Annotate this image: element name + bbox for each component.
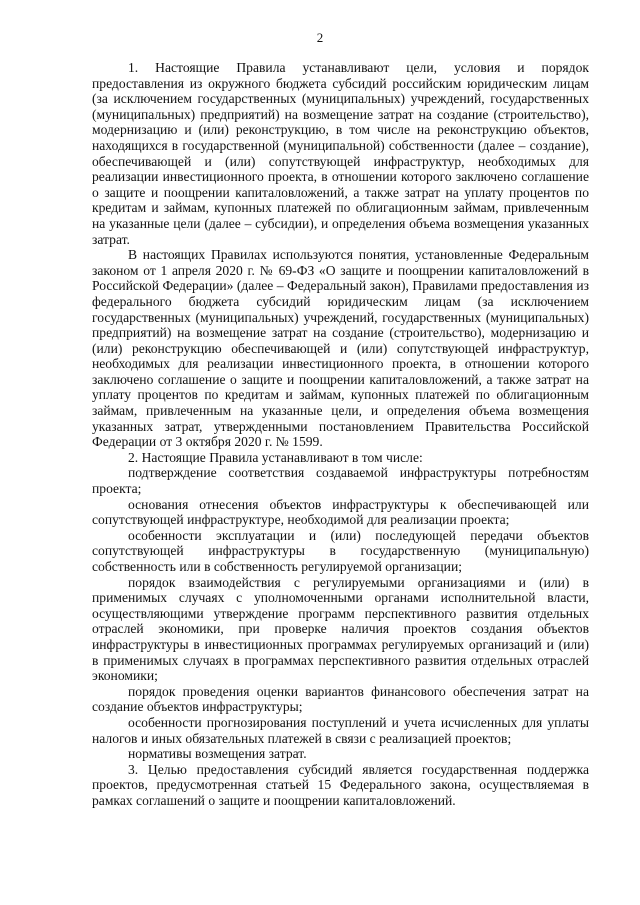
paragraph-definitions: В настоящих Правилах используются понятия, установленные Федеральным законом от 1 апреля 2020 г. № 69-ФЗ «О защите и поощрении капиталовложений в Российской Федерации» (далее – Федеральный закон), Правилами предоставления из федерального бюджета субсидий юридическим лицам (за исключением государственных (муниципальных) учреждений, государственных (муниципальных) предприятий) на возмещение затрат на создание (строительство), модернизацию и (или) реконструкцию обеспечивающей и (или) сопутствующей инфраструктур, необходимых для реализации инвестиционного проекта, в отношении которого заключено соглашение о защите и поощрении капиталовложений, а также затрат на уплату процентов по кредитам и займам, купонных платежей по облигационным займам, привлеченным на указанные цели, и определения объема возмещения указанных затрат, утвержденными постановлением Правительства Российской Федерации от 3 октября 2020 г. № 1599.	[92, 247, 589, 450]
list-item-infrastructure-confirmation: подтверждение соответствия создаваемой инфраструктуры потребностям проекта;	[92, 465, 589, 497]
list-item-financing-assessment: порядок проведения оценки вариантов финансового обеспечения затрат на создание объектов инфраструктуры;	[92, 683, 589, 715]
paragraph-2-scope: 2. Настоящие Правила устанавливают в том числе:	[128, 449, 423, 465]
document-body	[92, 60, 589, 809]
paragraph-1-purpose: 1. Настоящие Правила устанавливают цели, условия и порядок предоставления из окружного бюджета субсидий российским юридическим лицам (за исключением государственных (муниципальных) учреждений, государственных (муниципальных) предприятий) на возмещение затрат на создание (строительство), модернизацию и (или) реконструкцию, в том числе на реконструкцию объектов, находящихся в государственной (муниципальной) собственности (далее – создание), обеспечивающей и (или) сопутствующей инфраструктур, необходимых для реализации инвестиционного проекта, в отношении которого заключено соглашение о защите и поощрении капиталовложений, а также затрат на уплату процентов по кредитам и займам, купонных платежей по облигационным займам, привлеченным на указанные цели (далее – субсидии), и определения объема возмещения указанных затрат.	[92, 60, 589, 247]
list-item-reimbursement-norms: нормативы возмещения затрат.	[128, 746, 307, 762]
paragraph-3-goal: 3. Целью предоставления субсидий является государственная поддержка проектов, предусмотренная статьей 15 Федерального закона, осуществляемая в рамках соглашений о защите и поощрении капиталовложений.	[92, 761, 589, 808]
list-item-operation-transfer: особенности эксплуатации и (или) последующей передачи объектов сопутствующей инфраструктуры в государственную (муниципальную) собственность или в собственность регулируемой организации;	[92, 527, 589, 574]
page-number: 2	[316, 30, 324, 45]
list-item-interaction-procedure: порядок взаимодействия с регулируемыми организациями и (или) в применимых случаях с уполномоченными органами исполнительной власти, осуществляющими утверждение программ перспективного развития отдельных отраслей экономики, при проверке наличия проектов создания объектов инфраструктуры в инвестиционных программах регулируемых организаций и (или) в применимых случаях в программах перспективного развития отдельных отраслей экономики;	[92, 574, 589, 684]
list-item-tax-forecasting: особенности прогнозирования поступлений и учета исчисленных для уплаты налогов и иных обязательных платежей в связи с реализацией проектов;	[92, 714, 589, 746]
list-item-classification-grounds: основания отнесения объектов инфраструктуры к обеспечивающей или сопутствующей инфраструктуре, необходимой для реализации проекта;	[92, 496, 589, 528]
